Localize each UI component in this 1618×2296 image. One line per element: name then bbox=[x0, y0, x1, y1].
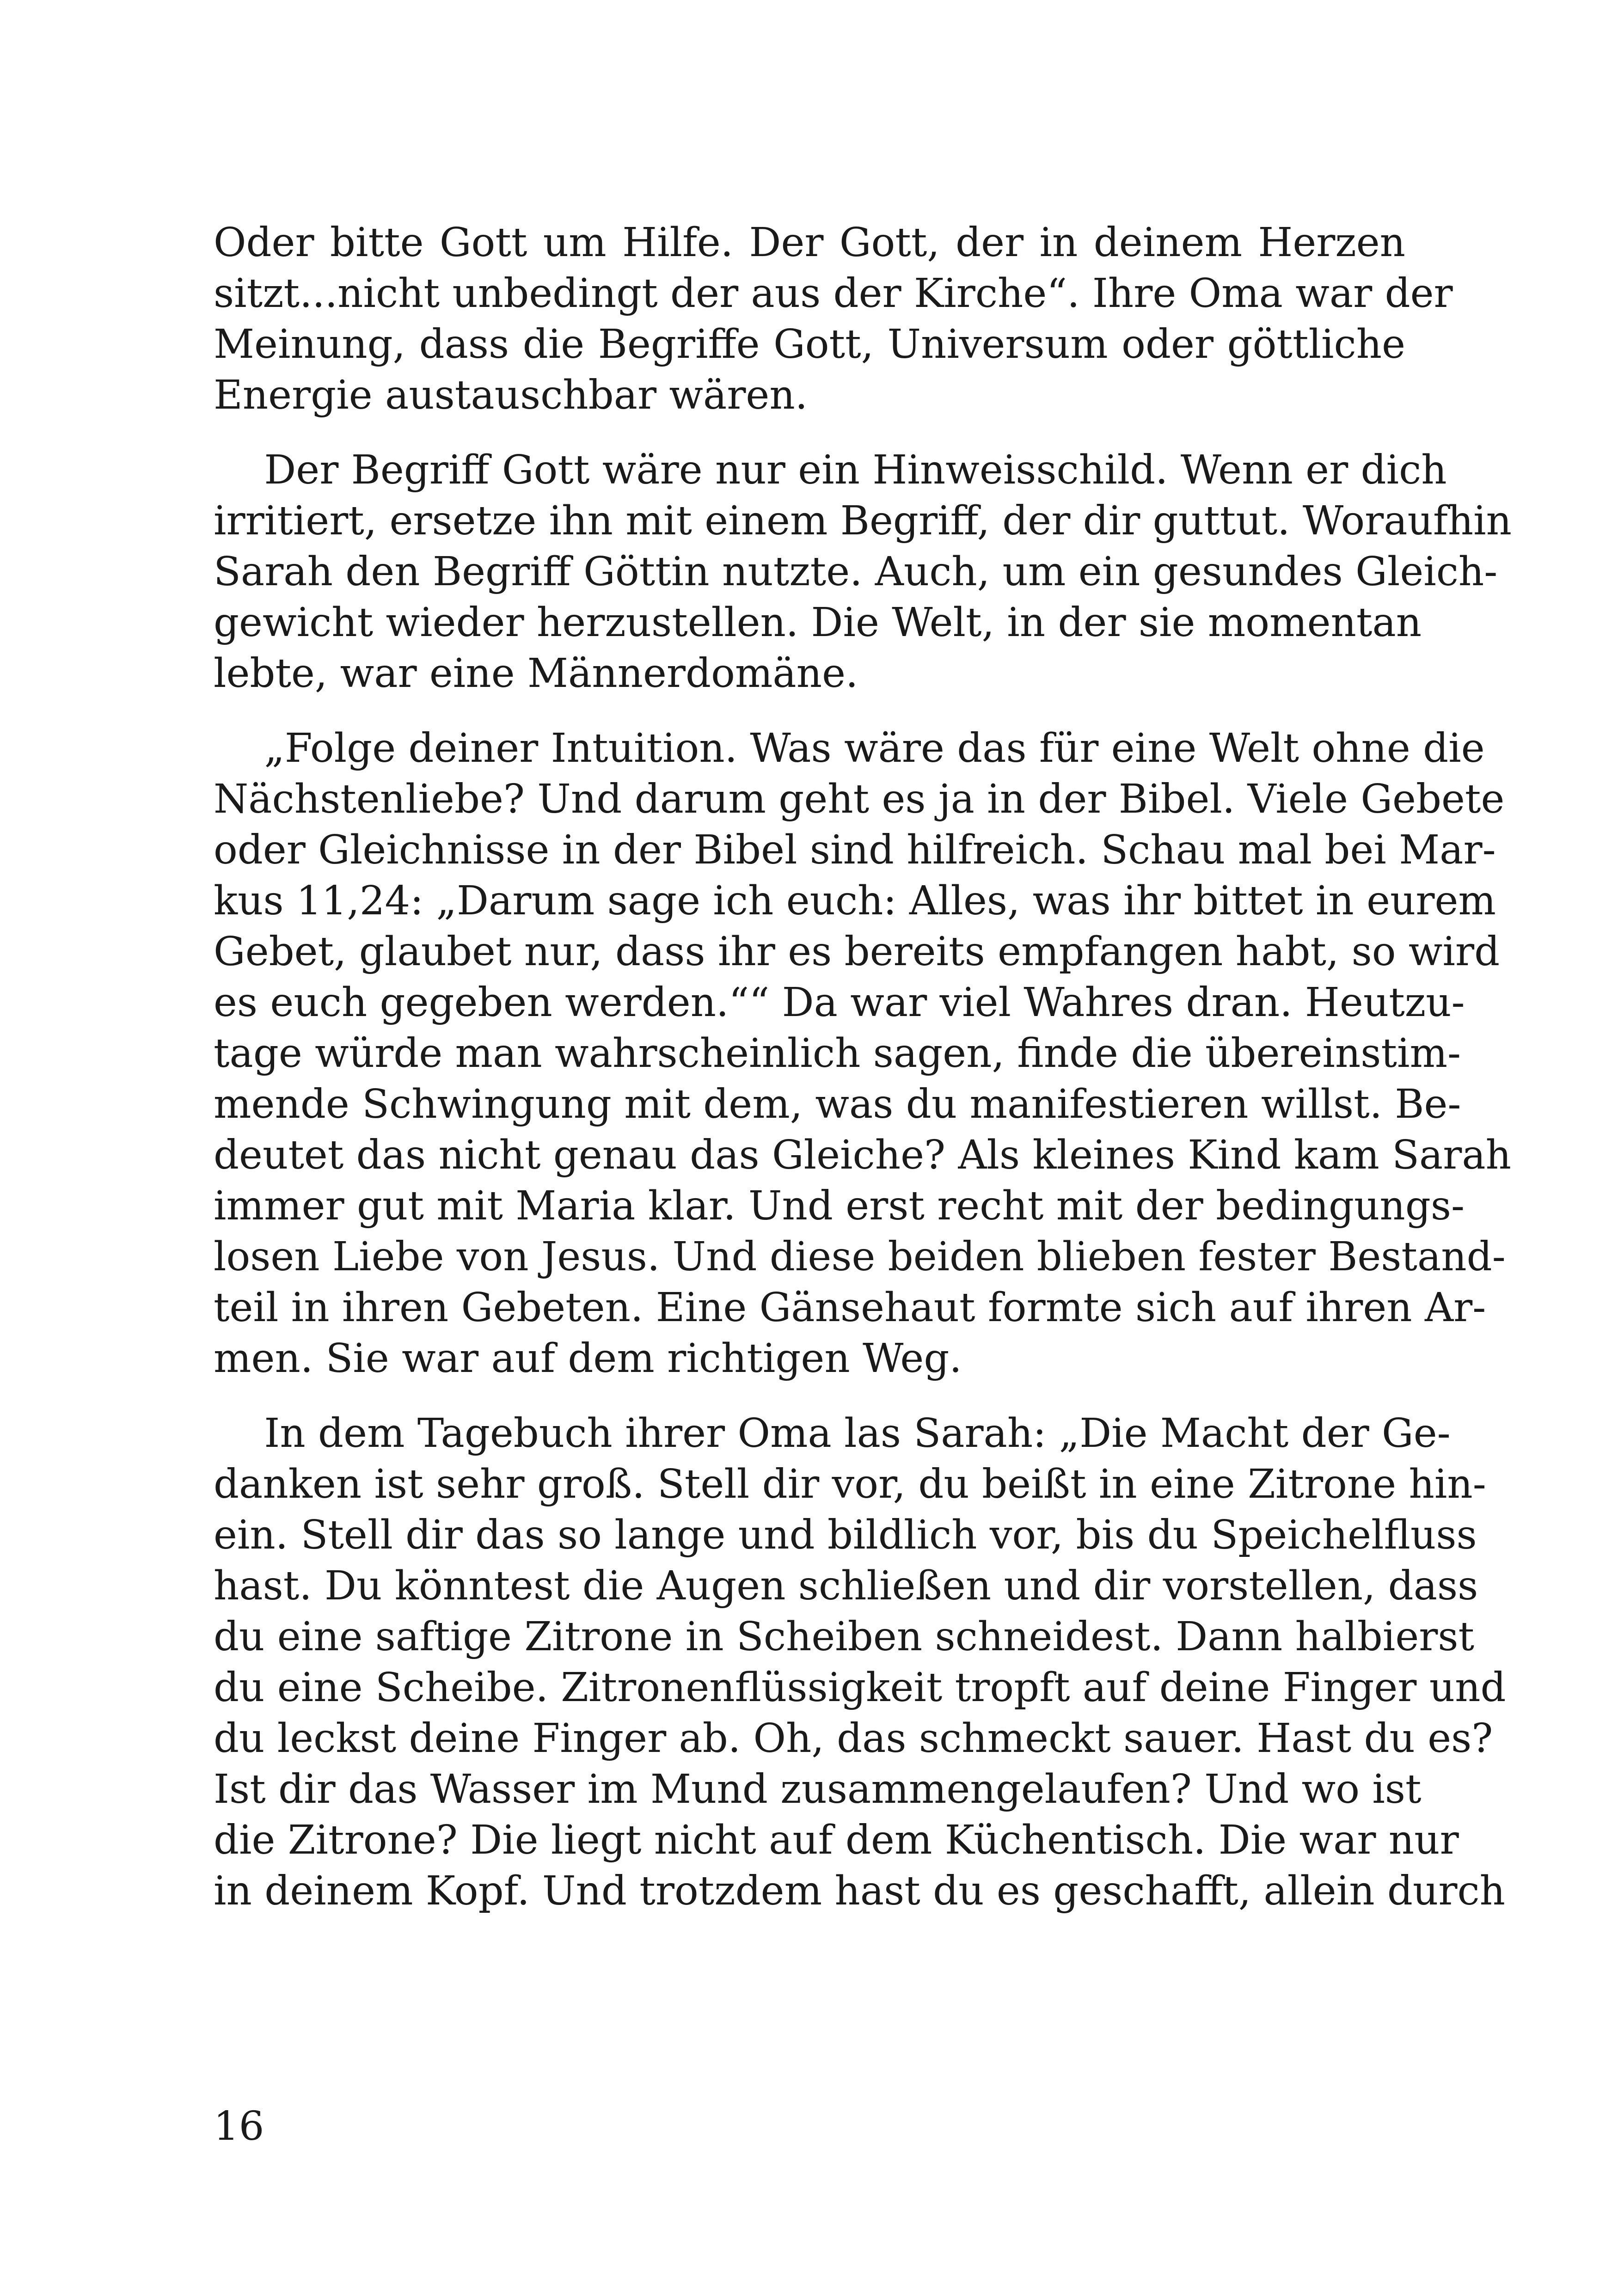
text-line: mende Schwingung mit dem, was du manifestieren willst. Be- bbox=[214, 1081, 1461, 1127]
text-line: Der Begriff Gott wäre nur ein Hinweisschild. Wenn er dich bbox=[214, 447, 1447, 493]
text-line: es euch gegeben werden.““ Da war viel Wahres dran. Heutzu- bbox=[214, 980, 1465, 1026]
text-line: du eine Scheibe. Zitronenflüssigkeit tropft auf deine Finger und bbox=[214, 1665, 1506, 1711]
text-line: teil in ihren Gebeten. Eine Gänsehaut formte sich auf ihren Ar- bbox=[214, 1285, 1486, 1331]
paragraph-gap bbox=[214, 1384, 1405, 1408]
body-text bbox=[214, 217, 1512, 1916]
text-line: ein. Stell dir das so lange und bildlich vor, bis du Speichelfluss bbox=[214, 1512, 1477, 1558]
text-line: hast. Du könntest die Augen schließen und dir vorstellen, dass bbox=[214, 1563, 1478, 1609]
text-line: Meinung, dass die Begriffe Gott, Universum oder göttliche bbox=[214, 321, 1405, 367]
paragraph bbox=[214, 1408, 1506, 1916]
paragraph bbox=[214, 217, 1453, 421]
paragraph bbox=[214, 723, 1512, 1384]
text-line: Oder bitte Gott um Hilfe. Der Gott, der in deinem Herzen bbox=[214, 220, 1405, 266]
text-line: In dem Tagebuch ihrer Oma las Sarah: „Die Macht der Ge- bbox=[214, 1410, 1451, 1457]
text-line: Energie austauschbar wären. bbox=[214, 372, 808, 418]
paragraph bbox=[214, 445, 1512, 699]
text-line: losen Liebe von Jesus. Und diese beiden blieben fester Bestand- bbox=[214, 1234, 1506, 1280]
text-line: deutet das nicht genau das Gleiche? Als kleines Kind kam Sarah bbox=[214, 1132, 1512, 1178]
text-line: irritiert, ersetze ihn mit einem Begriff, der dir guttut. Woraufhin bbox=[214, 498, 1512, 544]
text-line: du leckst deine Finger ab. Oh, das schmeckt sauer. Hast du es? bbox=[214, 1715, 1493, 1762]
text-line: „Folge deiner Intuition. Was wäre das für eine Welt ohne die bbox=[214, 725, 1485, 771]
page-number: 16 bbox=[214, 2103, 264, 2149]
text-line: die Zitrone? Die liegt nicht auf dem Küchentisch. Die war nur bbox=[214, 1817, 1459, 1863]
text-line: immer gut mit Maria klar. Und erst recht mit der bedingungs- bbox=[214, 1183, 1465, 1229]
text-line: in deinem Kopf. Und trotzdem hast du es geschafft, allein durch bbox=[214, 1868, 1506, 1914]
text-line: Gebet, glaubet nur, dass ihr es bereits empfangen habt, so wird bbox=[214, 929, 1500, 975]
text-line: tage würde man wahrscheinlich sagen, finde die übereinstim- bbox=[214, 1030, 1461, 1077]
text-line: Ist dir das Wasser im Mund zusammengelaufen? Und wo ist bbox=[214, 1766, 1422, 1812]
text-line: oder Gleichnisse in der Bibel sind hilfreich. Schau mal bei Mar- bbox=[214, 827, 1496, 873]
paragraph-gap bbox=[214, 699, 1405, 723]
text-line: kus 11,24: „Darum sage ich euch: Alles, was ihr bittet in eurem bbox=[214, 878, 1496, 924]
text-line: sitzt...nicht unbedingt der aus der Kirche“. Ihre Oma war der bbox=[214, 270, 1453, 317]
text-line: gewicht wieder herzustellen. Die Welt, in der sie momentan bbox=[214, 600, 1422, 646]
text-line: danken ist sehr groß. Stell dir vor, du beißt in eine Zitrone hin- bbox=[214, 1461, 1486, 1507]
text-line: du eine saftige Zitrone in Scheiben schneidest. Dann halbierst bbox=[214, 1614, 1475, 1660]
text-line: men. Sie war auf dem richtigen Weg. bbox=[214, 1335, 962, 1382]
text-line: lebte, war eine Männerdomäne. bbox=[214, 650, 858, 697]
text-line: Nächstenliebe? Und darum geht es ja in der Bibel. Viele Gebete bbox=[214, 776, 1505, 822]
paragraph-gap bbox=[214, 421, 1405, 445]
text-line: Sarah den Begriff Göttin nutzte. Auch, um ein gesundes Gleich- bbox=[214, 549, 1498, 595]
